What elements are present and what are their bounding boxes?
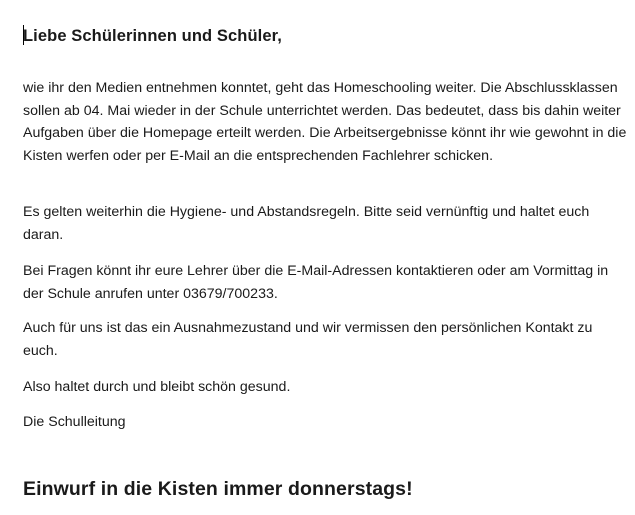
notice-heading: Einwurf in die Kisten immer donnerstags! xyxy=(23,478,413,500)
paragraph-homeschooling: wie ihr den Medien entnehmen konntet, geht das Homeschooling weiter. Die Abschlussklassen sollen ab 04. Mai wieder in der Schule unterrichtet werden. Das bedeutet, dass bis dahin weiter Aufgaben über die Homepage erteilt werden. Die Arbeitsergebnisse könnt ihr wie gewohnt in die Kisten werfen oder per E-Mail an die entsprechenden Fachlehrer schicken. xyxy=(23,80,627,164)
letter-signature: Die Schulleitung xyxy=(23,414,126,430)
paragraph-exception: Auch für uns ist das ein Ausnahmezustand und wir vermissen den persönlichen Kontakt zu euch. xyxy=(23,320,593,359)
paragraph-hygiene: Es gelten weiterhin die Hygiene- und Abstandsregeln. Bitte seid vernünftig und haltet euch daran. xyxy=(23,204,590,243)
letter-greeting: Liebe Schülerinnen und Schüler, xyxy=(23,27,282,45)
paragraph-closing: Also haltet durch und bleibt schön gesund. xyxy=(23,379,291,395)
paragraph-contact: Bei Fragen könnt ihr eure Lehrer über die E-Mail-Adressen kontaktieren oder am Vormittag in der Schule anrufen unter 03679/700233. xyxy=(23,263,609,302)
